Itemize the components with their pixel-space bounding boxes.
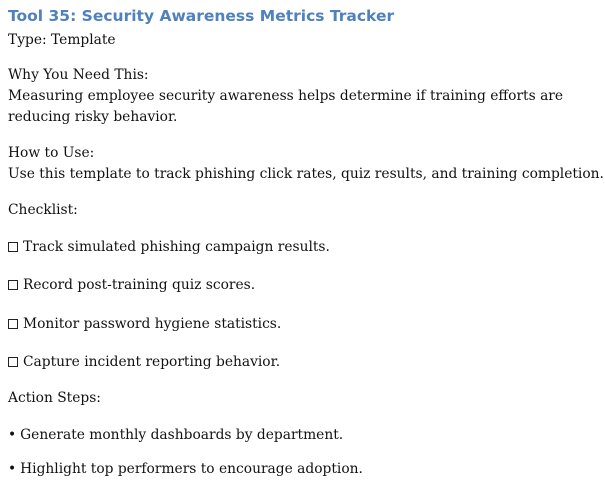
checkbox-icon[interactable] (8, 357, 18, 367)
why-heading: Why You Need This: (8, 67, 149, 83)
type-line: Type: Template (8, 32, 116, 48)
checklist-heading: Checklist: (8, 202, 78, 218)
document-title: Tool 35: Security Awareness Metrics Tracker (8, 7, 395, 25)
action-steps-heading: Action Steps: (8, 390, 101, 406)
checklist-item-label: Track simulated phishing campaign results. (23, 239, 330, 255)
checklist-item (8, 275, 255, 296)
checklist-item (8, 237, 330, 258)
bullet-icon: • (8, 427, 17, 443)
action-step-label: Highlight top performers to encourage adoption. (20, 461, 363, 477)
action-step-item (8, 459, 363, 480)
action-step-item (8, 425, 343, 446)
how-body: Use this template to track phishing click rates, quiz results, and training completion. (8, 166, 604, 182)
checklist-item-label: Monitor password hygiene statistics. (23, 316, 282, 332)
checklist-item (8, 314, 281, 335)
why-body: Measuring employee security awareness helps determine if training efforts are reducing risky behavior. (8, 88, 564, 125)
checkbox-icon[interactable] (8, 280, 18, 290)
checklist-item (8, 352, 280, 373)
checklist-item-label: Record post-training quiz scores. (23, 277, 256, 293)
checkbox-icon[interactable] (8, 242, 18, 252)
checklist-item-label: Capture incident reporting behavior. (23, 354, 281, 370)
bullet-icon: • (8, 461, 17, 477)
checkbox-icon[interactable] (8, 319, 18, 329)
action-step-label: Generate monthly dashboards by department. (20, 427, 344, 443)
how-heading: How to Use: (8, 145, 95, 161)
